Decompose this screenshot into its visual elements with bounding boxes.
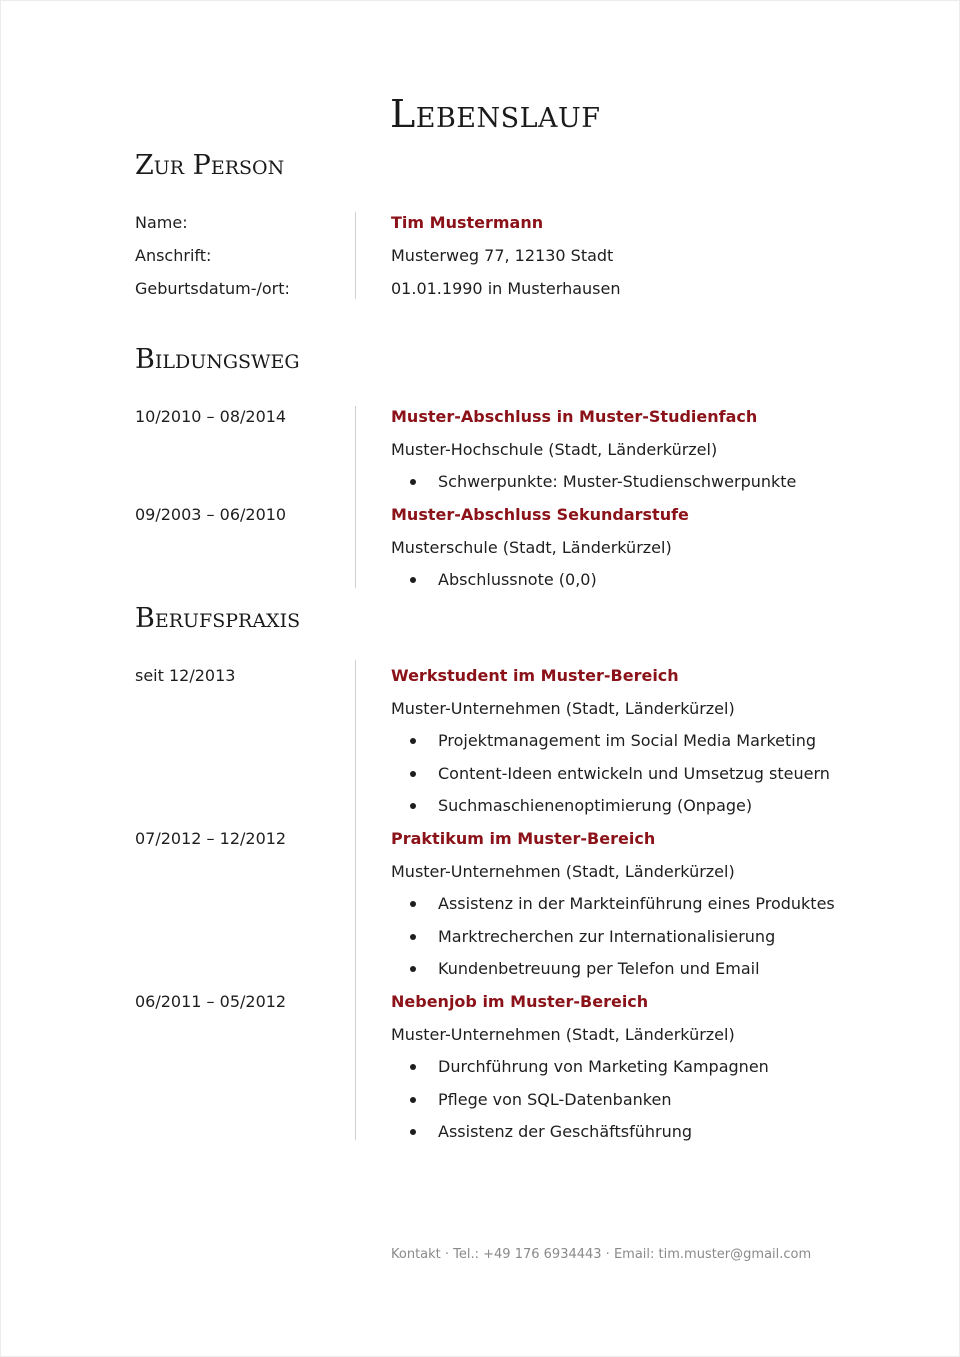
birth-label: Geburtsdatum-/ort: — [135, 279, 290, 298]
entry-title: Praktikum im Muster-Bereich — [391, 829, 656, 848]
entry-bullet: Kundenbetreuung per Telefon und Email — [438, 959, 760, 978]
entry-institution: Muster-Unternehmen (Stadt, Länderkürzel) — [391, 1025, 735, 1044]
entry-title: Werkstudent im Muster-Bereich — [391, 666, 679, 685]
document-title: Lebenslauf — [390, 92, 601, 136]
entry-bullet: Durchführung von Marketing Kampagnen — [438, 1057, 769, 1076]
bullet-icon — [410, 966, 416, 972]
entry-bullet: Assistenz in der Markteinführung eines Produktes — [438, 894, 835, 913]
bullet-icon — [410, 479, 416, 485]
footer-contact: Kontakt · Tel.: +49 176 6934443 · Email: tim.muster@gmail.com — [391, 1247, 812, 1262]
entry-title: Nebenjob im Muster-Bereich — [391, 992, 649, 1011]
entry-bullet: Projektmanagement im Social Media Marketing — [438, 731, 816, 750]
bullet-icon — [410, 771, 416, 777]
entry-bullet: Marktrecherchen zur Internationalisierung — [438, 927, 776, 946]
entry-institution: Muster-Hochschule (Stadt, Länderkürzel) — [391, 440, 718, 459]
divider-experience — [355, 660, 356, 1140]
birth-value: 01.01.1990 in Musterhausen — [391, 279, 621, 298]
bullet-icon — [410, 1064, 416, 1070]
entry-period: 06/2011 – 05/2012 — [135, 992, 287, 1011]
bullet-icon — [410, 1097, 416, 1103]
entry-bullet: Assistenz der Geschäftsführung — [438, 1122, 693, 1141]
bullet-icon — [410, 1129, 416, 1135]
entry-institution: Musterschule (Stadt, Länderkürzel) — [391, 538, 672, 557]
entry-bullet: Schwerpunkte: Muster-Studienschwerpunkte — [438, 472, 797, 491]
bullet-icon — [410, 577, 416, 583]
section-heading-education: Bildungsweg — [135, 344, 300, 375]
entry-period: 10/2010 – 08/2014 — [135, 407, 287, 426]
bullet-icon — [410, 803, 416, 809]
entry-period: 09/2003 – 06/2010 — [135, 505, 287, 524]
divider-education — [355, 406, 356, 588]
bullet-icon — [410, 738, 416, 744]
entry-title: Muster-Abschluss in Muster-Studienfach — [391, 407, 758, 426]
section-heading-experience: Berufspraxis — [135, 603, 301, 634]
entry-bullet: Abschlussnote (0,0) — [438, 570, 597, 589]
entry-institution: Muster-Unternehmen (Stadt, Länderkürzel) — [391, 862, 735, 881]
bullet-icon — [410, 934, 416, 940]
divider-person — [355, 212, 356, 299]
entry-bullet: Suchmaschienenoptimierung (Onpage) — [438, 796, 753, 815]
entry-period: seit 12/2013 — [135, 666, 236, 685]
section-heading-person: Zur Person — [135, 150, 285, 181]
name-value: Tim Mustermann — [391, 213, 544, 232]
entry-period: 07/2012 – 12/2012 — [135, 829, 287, 848]
address-value: Musterweg 77, 12130 Stadt — [391, 246, 614, 265]
entry-title: Muster-Abschluss Sekundarstufe — [391, 505, 689, 524]
entry-bullet: Content-Ideen entwickeln und Umsetzug steuern — [438, 764, 830, 783]
entry-institution: Muster-Unternehmen (Stadt, Länderkürzel) — [391, 699, 735, 718]
address-label: Anschrift: — [135, 246, 212, 265]
entry-bullet: Pflege von SQL-Datenbanken — [438, 1090, 672, 1109]
name-label: Name: — [135, 213, 188, 232]
bullet-icon — [410, 901, 416, 907]
